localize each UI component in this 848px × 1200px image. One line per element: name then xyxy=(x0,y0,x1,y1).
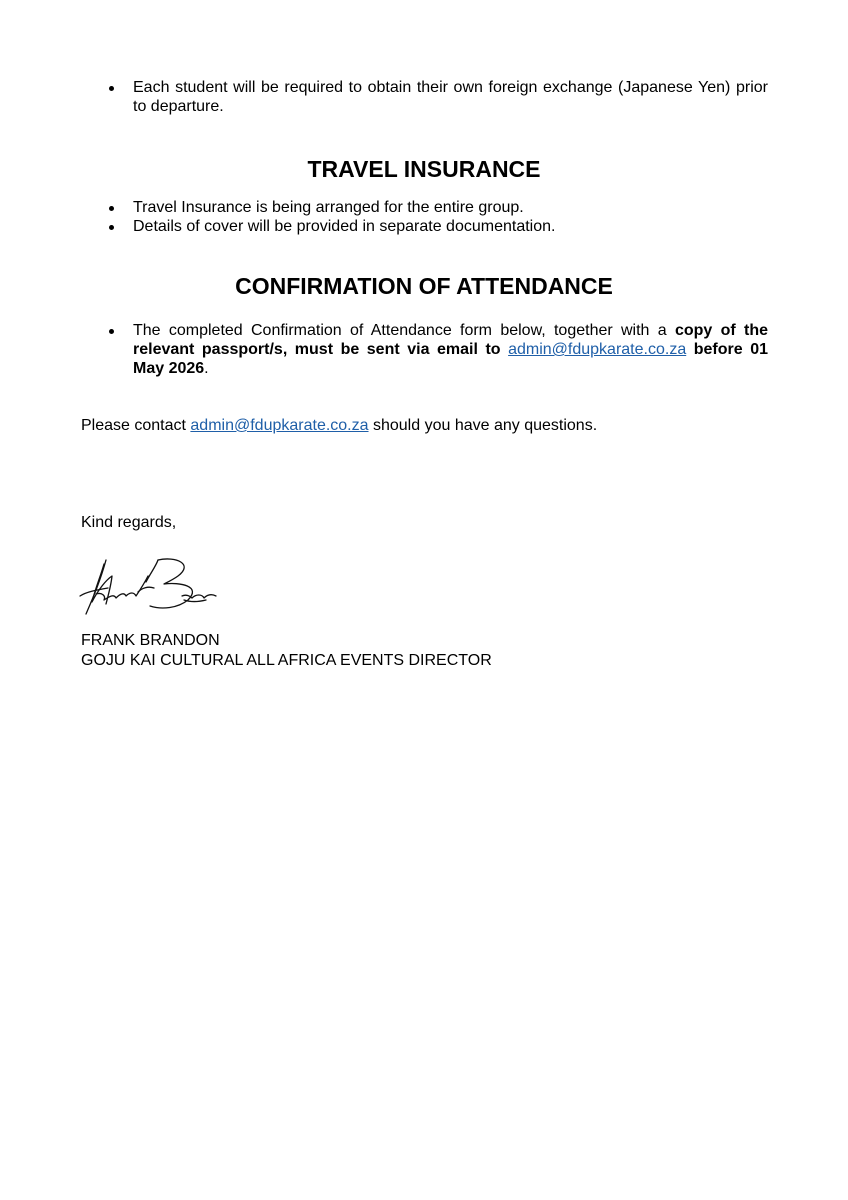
bullet-text: Details of cover will be provided in separate documentation. xyxy=(133,218,556,235)
contact-email-link[interactable]: admin@fdupkarate.co.za xyxy=(190,417,369,434)
bullet-icon xyxy=(109,86,114,91)
list-item xyxy=(106,78,768,116)
bullet-text-bold: copy of the relevant passport/s, must be sent via email to xyxy=(133,322,768,358)
signatory-name: FRANK BRANDON xyxy=(81,632,220,649)
insurance-bullet-list xyxy=(106,198,768,236)
bullet-icon xyxy=(109,329,114,334)
bullet-text-plain: The completed Confirmation of Attendance form below, together with a xyxy=(133,322,675,339)
list-item xyxy=(106,321,768,378)
bullet-text-end: . xyxy=(204,360,209,377)
travel-insurance-heading: TRAVEL INSURANCE xyxy=(307,156,541,182)
list-item xyxy=(106,217,768,236)
signature-image xyxy=(78,552,218,628)
confirmation-heading: CONFIRMATION OF ATTENDANCE xyxy=(235,273,613,299)
bullet-text: Travel Insurance is being arranged for the entire group. xyxy=(133,199,524,216)
list-item xyxy=(106,198,768,217)
kind-regards: Kind regards, xyxy=(81,514,177,531)
email-link[interactable]: admin@fdupkarate.co.za xyxy=(508,341,687,358)
contact-paragraph xyxy=(81,416,771,435)
money-bullet-list xyxy=(106,78,768,116)
contact-suffix: should you have any questions. xyxy=(368,417,598,434)
deadline-text: before 01 May 2026 xyxy=(133,341,768,377)
signatory-title: GOJU KAI CULTURAL ALL AFRICA EVENTS DIRECTOR xyxy=(81,652,492,669)
bullet-text: Each student will be required to obtain their own foreign exchange (Japanese Yen) prior to departure. xyxy=(133,79,768,115)
confirmation-bullet-list xyxy=(106,321,768,378)
contact-prefix: Please contact xyxy=(81,417,191,434)
bullet-icon xyxy=(109,206,114,211)
bullet-icon xyxy=(109,225,114,230)
